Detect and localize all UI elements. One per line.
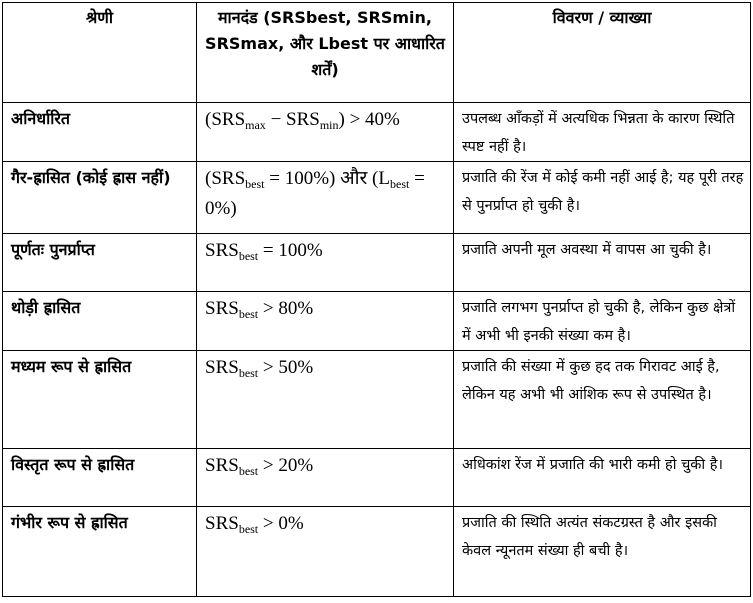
row-category: विस्तृत रूप से ह्रासित — [3, 449, 197, 507]
row-description: प्रजाति अपनी मूल अवस्था में वापस आ चुकी है। — [454, 234, 751, 292]
category-criteria-table — [2, 2, 751, 597]
row-category: गंभीर रूप से ह्रासित — [3, 507, 197, 597]
row-criterion: $(SRS_{best} = 100\%)$ और $(L_{best} = 0\%)$ — [197, 162, 454, 234]
table-row — [3, 351, 751, 449]
table-row — [3, 162, 751, 234]
row-category: गैर-ह्रासित (कोई ह्रास नहीं) — [3, 162, 197, 234]
row-description: प्रजाति की संख्या में कुछ हद तक गिरावट आई है, लेकिन यह अभी भी आंशिक रूप से उपस्थित है। — [454, 351, 751, 449]
table-row — [3, 449, 751, 507]
row-category: थोड़ी ह्रासित — [3, 292, 197, 351]
row-criterion: $SRS_{best} > 20\%$ — [197, 449, 454, 507]
table-row — [3, 234, 751, 292]
header-description: विवरण / व्याख्या — [454, 3, 751, 103]
header-category: श्रेणी — [3, 3, 197, 103]
row-category: पूर्णतः पुनर्प्राप्त — [3, 234, 197, 292]
table-row — [3, 507, 751, 597]
row-description: उपलब्ध आँकड़ों में अत्यधिक भिन्नता के कारण स्थिति स्पष्ट नहीं है। — [454, 103, 751, 162]
row-criterion: $SRS_{best} > 50\%$ — [197, 351, 454, 449]
header-criteria: मानदंड (SRSbest, SRSmin, SRSmax, और Lbest पर आधारित शर्तें) — [197, 3, 454, 103]
row-description: प्रजाति की रेंज में कोई कमी नहीं आई है; यह पूरी तरह से पुनर्प्राप्त हो चुकी है। — [454, 162, 751, 234]
row-criterion: $SRS_{best} = 100\%$ — [197, 234, 454, 292]
row-criterion: $SRS_{best} > 0\%$ — [197, 507, 454, 597]
document-page — [2, 2, 751, 597]
row-description: प्रजाति की स्थिति अत्यंत संकटग्रस्त है और इसकी केवल न्यूनतम संख्या ही बची है। — [454, 507, 751, 597]
row-description: अधिकांश रेंज में प्रजाति की भारी कमी हो चुकी है। — [454, 449, 751, 507]
row-criterion: $(SRS_{max} - SRS_{min}) > 40\%$ — [197, 103, 454, 162]
table-row — [3, 292, 751, 351]
row-description: प्रजाति लगभग पुनर्प्राप्त हो चुकी है, लेकिन कुछ क्षेत्रों में अभी भी इनकी संख्या कम है। — [454, 292, 751, 351]
table-header-row — [3, 3, 751, 103]
row-category: मध्यम रूप से ह्रासित — [3, 351, 197, 449]
row-criterion: $SRS_{best} > 80\%$ — [197, 292, 454, 351]
row-category: अनिर्धारित — [3, 103, 197, 162]
table-row — [3, 103, 751, 162]
